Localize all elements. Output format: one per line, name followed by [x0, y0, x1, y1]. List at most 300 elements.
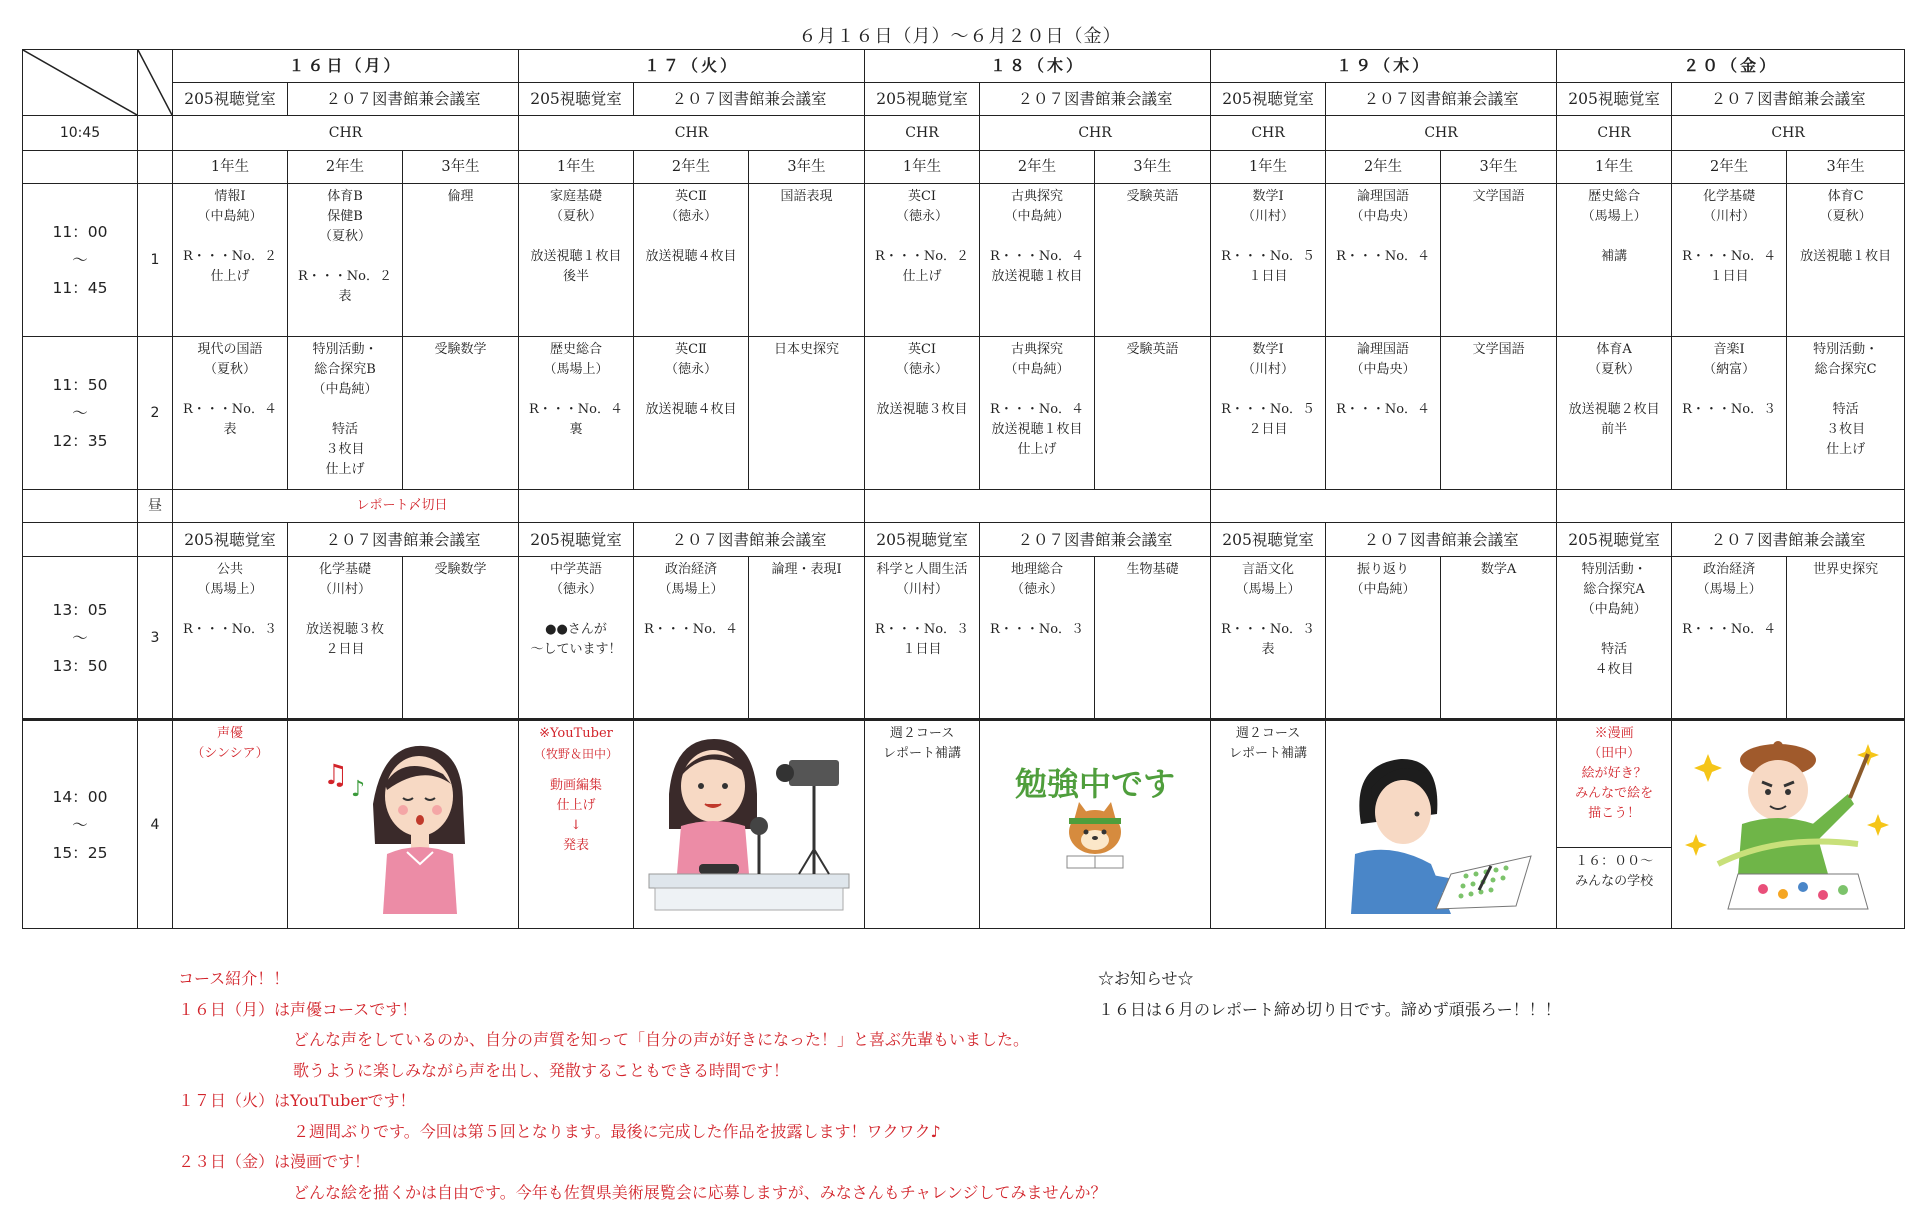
class-cell-line: [521, 600, 631, 620]
class-cell-line: 政治経済: [664, 562, 717, 577]
class-cell-line: （川村）: [896, 582, 949, 597]
period-time: 11：00 ～ 11：45: [23, 184, 138, 337]
class-cell-line: （中島央）: [1350, 362, 1416, 377]
class-cell-line: 論理・表現Ⅰ: [771, 562, 842, 577]
class-cell: [1672, 184, 1787, 337]
room-label: 205視聴覚室: [173, 83, 288, 116]
class-cell: [634, 337, 749, 490]
class-cell-line: （中島純）: [1581, 602, 1647, 617]
class-cell-line: 生物基礎: [1126, 562, 1179, 577]
youtuber-illustration: [634, 720, 865, 929]
class-cell-line: １日目: [1709, 269, 1749, 284]
class-cell-line: 公共: [216, 562, 243, 577]
class-cell-line: [867, 380, 977, 400]
room-label: ２０７図書館兼会議室: [1326, 523, 1557, 557]
class-cell-line: （中島純）: [1004, 209, 1070, 224]
class-cell-line: 仕上げ: [1826, 442, 1866, 457]
singing-girl-icon: [303, 724, 503, 914]
class-cell-line: １日目: [1248, 269, 1288, 284]
class-cell-line: [982, 380, 1092, 400]
day-header: １７（火）: [519, 50, 865, 83]
class-cell-line: 放送視聴３枚目: [876, 402, 968, 417]
class-cell-line: [867, 600, 977, 620]
class-cell-line: R・・・No．４: [990, 402, 1085, 417]
studying-badge: 勉強中です: [1015, 765, 1176, 803]
class-cell-line: 音楽Ⅰ: [1713, 342, 1745, 357]
class-cell-line: （馬場上）: [1581, 209, 1647, 224]
room-label: 205視聴覚室: [1557, 523, 1672, 557]
class-cell: [1557, 184, 1672, 337]
chr-cell: CHR: [1326, 116, 1557, 151]
class-cell: [519, 557, 634, 720]
grade-time-cell: [23, 151, 138, 184]
grade-label: 2年生: [980, 151, 1095, 184]
class-cell-line: 現代の国語: [197, 342, 263, 357]
class-cell-line: （川村）: [1703, 209, 1756, 224]
class-cell: [749, 557, 865, 720]
period-number: 1: [138, 184, 173, 337]
class-cell-line: R・・・No．３: [990, 622, 1085, 637]
class-cell-line: R・・・No．４: [1336, 402, 1431, 417]
class-cell-line: （中島純）: [312, 382, 378, 397]
class-cell-line: 受験英語: [1126, 342, 1179, 357]
class-cell-line: 国語表現: [780, 189, 833, 204]
class-cell-line: 政治経済: [1703, 562, 1756, 577]
class-cell: [288, 557, 403, 720]
chr-cell: CHR: [865, 116, 980, 151]
grade-label: 1年生: [865, 151, 980, 184]
class-cell-line: 総合探究C: [1814, 362, 1877, 377]
grade-label: 3年生: [1095, 151, 1211, 184]
svg-text:♪: ♪: [351, 777, 366, 802]
class-cell-line: 倫理: [447, 189, 474, 204]
class-cell-line: ３枚目: [325, 442, 365, 457]
class-cell: [173, 557, 288, 720]
class-cell-line: [982, 227, 1092, 247]
class-cell-line: [1328, 380, 1438, 400]
class-cell-line: 受験英語: [1126, 189, 1179, 204]
chr-cell: CHR: [1211, 116, 1326, 151]
class-cell: [1326, 184, 1441, 337]
class-cell-line: 放送視聴１枚目: [530, 249, 622, 264]
class-cell-line: 論理国語: [1357, 189, 1410, 204]
chr-time: 10:45: [23, 116, 138, 151]
grade-label: 1年生: [1557, 151, 1672, 184]
class-cell-line: 文学国語: [1472, 189, 1525, 204]
grade-num-cell: [138, 151, 173, 184]
grade-label: 1年生: [1211, 151, 1326, 184]
class-cell-line: 世界史探究: [1813, 562, 1879, 577]
class-cell-line: R・・・No．３: [875, 622, 970, 637]
class-cell-line: 放送視聴３枚: [305, 622, 384, 637]
class-cell-line: ～しています！: [530, 642, 622, 657]
class-cell: [1787, 184, 1905, 337]
class-cell-line: （夏秋）: [1588, 362, 1641, 377]
class-cell-line: 地理総合: [1011, 562, 1064, 577]
minna-no-gakko-time: １６：００～: [1575, 854, 1654, 869]
class-cell-line: 言語文化: [1242, 562, 1295, 577]
class-cell-line: 古典探究: [1011, 189, 1064, 204]
class-cell-line: （馬場上）: [1696, 582, 1762, 597]
class-cell-line: 化学基礎: [318, 562, 371, 577]
class-cell-line: R・・・No．３: [1221, 622, 1316, 637]
room-label: ２０７図書館兼会議室: [1672, 83, 1905, 116]
class-cell-line: R・・・No．４: [644, 622, 738, 637]
class-cell-line: 補講: [1601, 249, 1628, 264]
report-session-18: 週２コース レポート補講: [865, 720, 980, 929]
voice-actor-course: 声優 （シンシア）: [173, 720, 288, 929]
room-label: 205視聴覚室: [519, 523, 634, 557]
class-cell-line: 特活: [331, 422, 358, 437]
class-cell: [1095, 337, 1211, 490]
class-cell-line: [1328, 227, 1438, 247]
class-cell-line: 総合探究B: [314, 362, 376, 377]
class-cell: [403, 337, 519, 490]
class-cell-line: ２日目: [325, 642, 365, 657]
class-cell: [173, 184, 288, 337]
class-cell-line: R・・・No．４: [1682, 622, 1777, 637]
lunch-cell: [1557, 490, 1905, 523]
period-time: 13：05 ～ 13：50: [23, 557, 138, 720]
class-cell-line: 歴史総合: [549, 342, 602, 357]
grade-label: 2年生: [1672, 151, 1787, 184]
class-cell-line: 放送視聴２枚目: [1568, 402, 1660, 417]
class-cell-line: 論理国語: [1357, 342, 1410, 357]
announcement-heading: ☆お知らせ☆: [1098, 969, 1194, 988]
notes-tue-title: １７日（火）はYouTuberです！: [178, 1091, 416, 1110]
notes-mon-line: どんな声をしているのか、自分の声質を知って「自分の声が好きになった！」と喜ぶ先輩もいました。: [293, 1030, 1030, 1049]
class-cell-line: [1674, 380, 1784, 400]
period-time: 14：00 ～ 15：25: [23, 720, 138, 929]
class-cell-line: [1559, 227, 1669, 247]
period-number: 2: [138, 337, 173, 490]
class-cell-line: 化学基礎: [1703, 189, 1756, 204]
class-cell-line: [1789, 227, 1902, 247]
boy-painting-icon: [1678, 724, 1898, 914]
room-label: 205視聴覚室: [519, 83, 634, 116]
class-cell-line: 放送視聴１枚目: [991, 422, 1083, 437]
report-session-19: 週２コース レポート補講: [1211, 720, 1326, 929]
class-cell: [980, 184, 1095, 337]
class-cell: [865, 337, 980, 490]
class-cell-line: 体育C: [1827, 189, 1864, 204]
class-cell-line: R・・・No．２: [298, 269, 392, 284]
class-cell-line: [1559, 620, 1669, 640]
class-cell-line: （徳永）: [664, 362, 717, 377]
class-cell-line: （中島央）: [1350, 209, 1416, 224]
class-cell-line: 特活: [1601, 642, 1628, 657]
class-cell: [288, 337, 403, 490]
grade-label: 2年生: [1326, 151, 1441, 184]
class-cell-line: 表: [223, 422, 237, 437]
class-cell: [1557, 337, 1672, 490]
class-cell-line: １日目: [902, 642, 942, 657]
class-cell: [1441, 337, 1557, 490]
class-cell-line: （馬場上）: [543, 362, 609, 377]
room-label: 205視聴覚室: [865, 83, 980, 116]
class-cell-line: R・・・No．３: [183, 622, 277, 637]
grade-label: 1年生: [173, 151, 288, 184]
class-cell-line: （川村）: [318, 582, 371, 597]
room-label: ２０７図書館兼会議室: [634, 83, 865, 116]
manga-course: ※漫画 （田中） 絵が好き？ みんなで絵を 描こう！ １６：００～ みんなの学校: [1557, 720, 1672, 929]
class-cell-line: [1789, 380, 1902, 400]
boy-writing-icon: [1341, 724, 1541, 914]
class-cell-line: [1213, 600, 1323, 620]
class-cell-line: 古典探究: [1011, 342, 1064, 357]
class-cell: [1211, 337, 1326, 490]
class-cell-line: [867, 227, 977, 247]
class-cell-line: ●●さんが: [545, 622, 607, 637]
class-cell-line: （徳永）: [549, 582, 602, 597]
room-label: ２０７図書館兼会議室: [634, 523, 865, 557]
class-cell-line: [1213, 380, 1323, 400]
class-cell: [403, 557, 519, 720]
class-cell-line: 仕上げ: [1017, 442, 1057, 457]
class-cell-line: R・・・No．２: [875, 249, 970, 264]
class-cell-line: [636, 600, 746, 620]
class-cell-line: （徳永）: [664, 209, 717, 224]
class-cell-line: 中学英語: [549, 562, 602, 577]
notes-fri-line: どんな絵を描くかは自由です。今年も佐賀県美術展覧会に応募しますが、みなさんもチャレンジしてみませんか？: [293, 1182, 1107, 1202]
day-header: １９（木）: [1211, 50, 1557, 83]
class-cell-line: （徳永）: [896, 209, 949, 224]
room2-time-cell: [23, 523, 138, 557]
class-cell-line: R・・・No．４: [990, 249, 1085, 264]
class-cell: [173, 337, 288, 490]
chr-cell: CHR: [980, 116, 1211, 151]
class-cell-line: 受験数学: [434, 562, 487, 577]
class-cell-line: （馬場上）: [1235, 582, 1301, 597]
class-cell-line: R・・・No．４: [1682, 249, 1777, 264]
class-cell-line: 数学A: [1480, 562, 1517, 577]
writing-boy-illustration: [1326, 720, 1557, 929]
chr-cell: CHR: [1557, 116, 1672, 151]
class-cell: [1441, 557, 1557, 720]
class-cell: [288, 184, 403, 337]
class-cell-line: 裏: [569, 422, 583, 437]
grade-label: 2年生: [634, 151, 749, 184]
singing-girl-illustration: [288, 720, 519, 929]
class-cell-line: 表: [338, 289, 352, 304]
class-cell-line: 体育A: [1596, 342, 1632, 357]
class-cell-line: （馬場上）: [658, 582, 724, 597]
class-cell-line: 仕上げ: [902, 269, 942, 284]
class-cell-line: 特別活動・: [312, 342, 378, 357]
class-cell-line: （川村）: [1242, 362, 1295, 377]
class-cell-line: [175, 380, 285, 400]
room-label: ２０７図書館兼会議室: [1326, 83, 1557, 116]
grade-label: 2年生: [288, 151, 403, 184]
room-label: 205視聴覚室: [1211, 83, 1326, 116]
class-cell-line: 科学と人間生活: [876, 562, 968, 577]
class-cell-line: 仕上げ: [210, 269, 250, 284]
class-cell-line: [636, 380, 746, 400]
class-cell: [1211, 184, 1326, 337]
class-cell-line: （馬場上）: [197, 582, 263, 597]
class-cell-line: [521, 380, 631, 400]
class-cell-line: [1559, 380, 1669, 400]
class-cell-line: ４枚目: [1594, 662, 1634, 677]
shiba-dog-icon: [1045, 794, 1145, 874]
room-label: 205視聴覚室: [865, 523, 980, 557]
notes-heading: コース紹介！！: [178, 969, 290, 988]
notes-mon-line: 歌うように楽しみながら声を出し、発散することもできる時間です！: [293, 1060, 790, 1080]
class-cell-line: 家庭基礎: [549, 189, 602, 204]
class-cell: [980, 337, 1095, 490]
lunch-label: 昼: [138, 490, 173, 523]
class-cell-line: 放送視聴４枚目: [645, 249, 737, 264]
class-cell-line: [290, 400, 400, 420]
grade-label: 3年生: [1787, 151, 1905, 184]
class-cell-line: 特別活動・: [1813, 342, 1879, 357]
class-cell-line: 英CⅡ: [675, 342, 707, 357]
day-header: １６日（月）: [173, 50, 519, 83]
class-cell: [980, 557, 1095, 720]
class-cell-line: 後半: [562, 269, 589, 284]
studying-dog-illustration: [980, 720, 1211, 929]
class-cell-line: 特活: [1832, 402, 1859, 417]
room2-num-cell: [138, 523, 173, 557]
class-cell-line: 情報Ⅰ: [214, 189, 246, 204]
class-cell-line: 文学国語: [1472, 342, 1525, 357]
class-cell-line: 特別活動・: [1581, 562, 1647, 577]
class-cell: [1326, 337, 1441, 490]
class-cell-line: [1674, 600, 1784, 620]
lunch-time-cell: [23, 490, 138, 523]
class-cell: [749, 337, 865, 490]
class-cell-line: （夏秋）: [318, 229, 371, 244]
class-cell-line: R・・・No．５: [1221, 249, 1316, 264]
class-cell: [1441, 184, 1557, 337]
period-number: 4: [138, 720, 173, 929]
class-cell-line: 表: [1261, 642, 1275, 657]
class-cell-line: 数学Ⅰ: [1252, 342, 1284, 357]
class-cell: [1787, 557, 1905, 720]
class-cell-line: 英CⅡ: [675, 189, 707, 204]
class-cell-line: [175, 227, 285, 247]
announcement: [1098, 964, 1561, 1025]
lunch-cell: [1211, 490, 1557, 523]
class-cell: [634, 557, 749, 720]
class-cell: [1557, 557, 1672, 720]
class-cell-line: （川村）: [1242, 209, 1295, 224]
timetable: [22, 49, 1905, 929]
grade-label: 1年生: [519, 151, 634, 184]
class-cell-line: （中島純）: [197, 209, 263, 224]
class-cell-line: ２日目: [1248, 422, 1288, 437]
class-cell-line: [290, 247, 400, 267]
corner-cell: [23, 50, 138, 116]
day-header: １８（木）: [865, 50, 1211, 83]
lunch-cell: [519, 490, 865, 523]
class-cell-line: R・・・No．４: [183, 402, 277, 417]
class-cell-line: 前半: [1601, 422, 1628, 437]
class-cell: [1672, 557, 1787, 720]
announcement-text: １６日は６月のレポート締め切り日です。諦めず頑張ろー！！！: [1098, 999, 1561, 1019]
class-cell-line: 体育B: [327, 189, 363, 204]
class-cell-line: （中島純）: [1004, 362, 1070, 377]
minna-no-gakko-label: みんなの学校: [1575, 874, 1654, 889]
class-cell-line: 放送視聴４枚目: [645, 402, 737, 417]
class-cell-line: [290, 600, 400, 620]
class-cell-line: R・・・No．４: [529, 402, 623, 417]
svg-text:♫: ♫: [323, 758, 349, 791]
class-cell: [1211, 557, 1326, 720]
class-cell-line: 振り返り: [1357, 562, 1410, 577]
grade-label: 3年生: [403, 151, 519, 184]
day-header: ２０（金）: [1557, 50, 1905, 83]
class-cell-line: 日本史探究: [774, 342, 840, 357]
class-cell-line: R・・・No．５: [1221, 402, 1316, 417]
class-cell: [403, 184, 519, 337]
youtuber-course: ※YouTuber （牧野＆田中） 動画編集 仕上げ ↓ 発表: [519, 720, 634, 929]
class-cell-line: [1213, 227, 1323, 247]
class-cell-line: 保健B: [327, 209, 363, 224]
course-notes: [178, 964, 1106, 1208]
room-label: 205視聴覚室: [173, 523, 288, 557]
class-cell: [634, 184, 749, 337]
class-cell: [865, 557, 980, 720]
class-cell-line: R・・・No．４: [1336, 249, 1431, 264]
class-cell-line: R・・・No．３: [1682, 402, 1777, 417]
period-number: 3: [138, 557, 173, 720]
class-cell-line: （中島純）: [1350, 582, 1416, 597]
class-cell-line: （納富）: [1703, 362, 1756, 377]
notes-fri-title: ２３日（金）は漫画です！: [178, 1152, 371, 1171]
chr-cell: CHR: [1672, 116, 1905, 151]
class-cell-line: （徳永）: [1011, 582, 1064, 597]
report-deadline-note: レポート〆切日: [173, 490, 519, 523]
chr-cell: CHR: [173, 116, 519, 151]
class-cell-line: 放送視聴１枚目: [1800, 249, 1892, 264]
class-cell-line: 英CⅠ: [907, 342, 937, 357]
class-cell-line: ３枚目: [1826, 422, 1866, 437]
video-streamer-icon: [639, 724, 859, 914]
class-cell: [1095, 557, 1211, 720]
class-cell: [519, 337, 634, 490]
class-cell-line: （夏秋）: [549, 209, 602, 224]
room-label: 205視聴覚室: [1557, 83, 1672, 116]
class-cell-line: [521, 227, 631, 247]
room-label: ２０７図書館兼会議室: [288, 523, 519, 557]
chr-cell: CHR: [519, 116, 865, 151]
room-label: ２０７図書館兼会議室: [288, 83, 519, 116]
class-cell-line: 仕上げ: [325, 462, 365, 477]
lunch-cell: [865, 490, 1211, 523]
class-cell-line: 英CⅠ: [907, 189, 937, 204]
period-time: 11：50 ～ 12：35: [23, 337, 138, 490]
class-cell-line: R・・・No．２: [183, 249, 277, 264]
room-label: ２０７図書館兼会議室: [1672, 523, 1905, 557]
class-cell-line: [175, 600, 285, 620]
room-label: ２０７図書館兼会議室: [980, 83, 1211, 116]
grade-label: 3年生: [749, 151, 865, 184]
room-label: 205視聴覚室: [1211, 523, 1326, 557]
class-cell-line: 受験数学: [434, 342, 487, 357]
corner-cell-2: [138, 50, 173, 116]
class-cell: [1095, 184, 1211, 337]
room-label: ２０７図書館兼会議室: [980, 523, 1211, 557]
painting-boy-illustration: [1672, 720, 1905, 929]
class-cell-line: [636, 227, 746, 247]
class-cell-line: （夏秋）: [1819, 209, 1872, 224]
notes-mon-title: １６日（月）は声優コースです！: [178, 999, 418, 1019]
class-cell: [865, 184, 980, 337]
page-title: ６月１６日（月）～６月２０日（金）: [798, 26, 1122, 47]
class-cell-line: [1674, 227, 1784, 247]
class-cell: [519, 184, 634, 337]
